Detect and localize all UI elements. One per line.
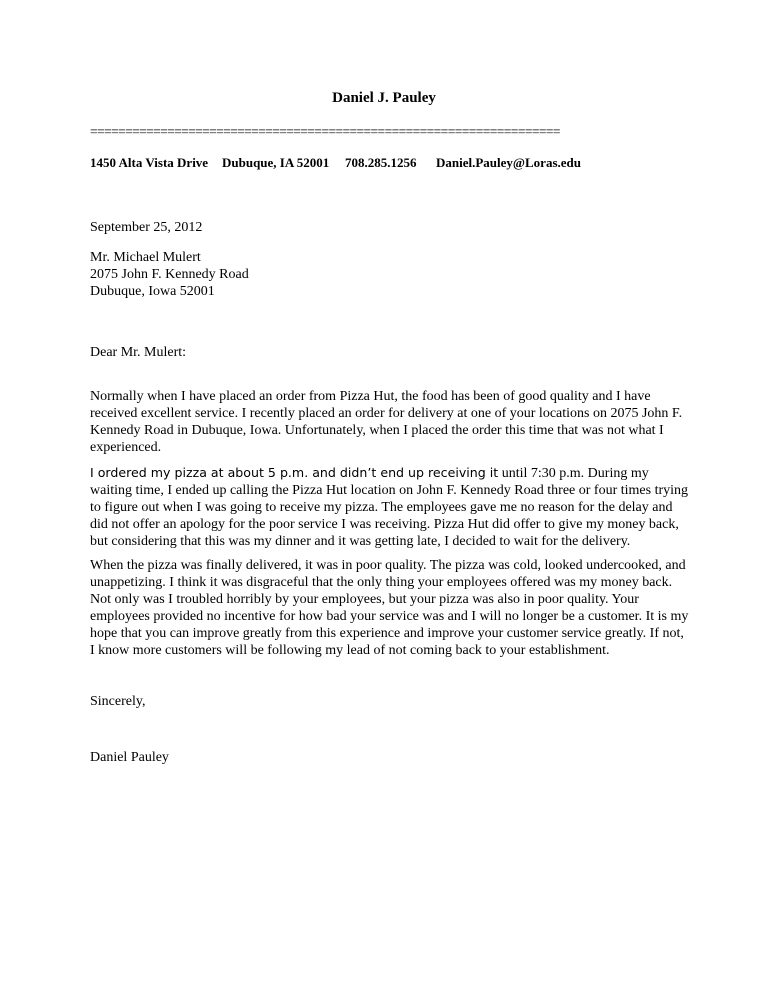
sender-email: Daniel.Pauley@Loras.edu bbox=[436, 155, 581, 170]
body-paragraph-2 bbox=[90, 464, 690, 550]
recipient-street: 2075 John F. Kennedy Road bbox=[90, 267, 249, 282]
recipient-name: Mr. Michael Mulert bbox=[90, 250, 201, 265]
sender-phone: 708.285.1256 bbox=[345, 155, 417, 170]
header-divider: =================================================================== bbox=[90, 124, 560, 139]
paragraph-2-rest: until 7:30 p.m. During my waiting time, I ended up calling the Pizza Hut location on John F. Kennedy Road three or four times trying to figure out when I was going to receive my pizza. The employees gave me no reason for the delay and did not offer an apology for the poor service I was receiving. Pizza Hut did offer to give my money back, but considering that this was my dinner and it was getting late, I decided to wait for the delivery. bbox=[90, 466, 689, 549]
sender-city: Dubuque, IA 52001 bbox=[222, 155, 330, 170]
sender-street: 1450 Alta Vista Drive bbox=[90, 155, 209, 170]
salutation: Dear Mr. Mulert: bbox=[90, 345, 187, 360]
signature-name: Daniel Pauley bbox=[90, 750, 169, 765]
paragraph-2-opening: I ordered my pizza at about 5 p.m. and didn’t end up receiving it bbox=[90, 465, 499, 480]
recipient-city: Dubuque, Iowa 52001 bbox=[90, 284, 215, 299]
closing: Sincerely, bbox=[90, 694, 146, 709]
body-paragraph-3: When the pizza was finally delivered, it was in poor quality. The pizza was cold, looked undercooked, and unappetizing. I think it was disgraceful that the only thing your employees offered was my money back. Not only was I troubled horribly by your employees, but your pizza was also in poor quality. Your employees provided no incentive for how bad your service was and I will no longer be a customer. It is my hope that you can improve greatly from this experience and improve your customer service greatly. If not, I know more customers will be following my lead of not coming back to your establishment. bbox=[90, 558, 689, 658]
recipient-address bbox=[90, 249, 249, 300]
letter-date: September 25, 2012 bbox=[90, 220, 203, 235]
body-paragraph-1: Normally when I have placed an order from Pizza Hut, the food has been of good quality and I have received excellent service. I recently placed an order for delivery at one of your locations on 2075 John F. Kennedy Road in Dubuque, Iowa. Unfortunately, when I placed the order this time that was not what I experienced. bbox=[90, 389, 683, 455]
sender-name: Daniel J. Pauley bbox=[332, 90, 436, 106]
